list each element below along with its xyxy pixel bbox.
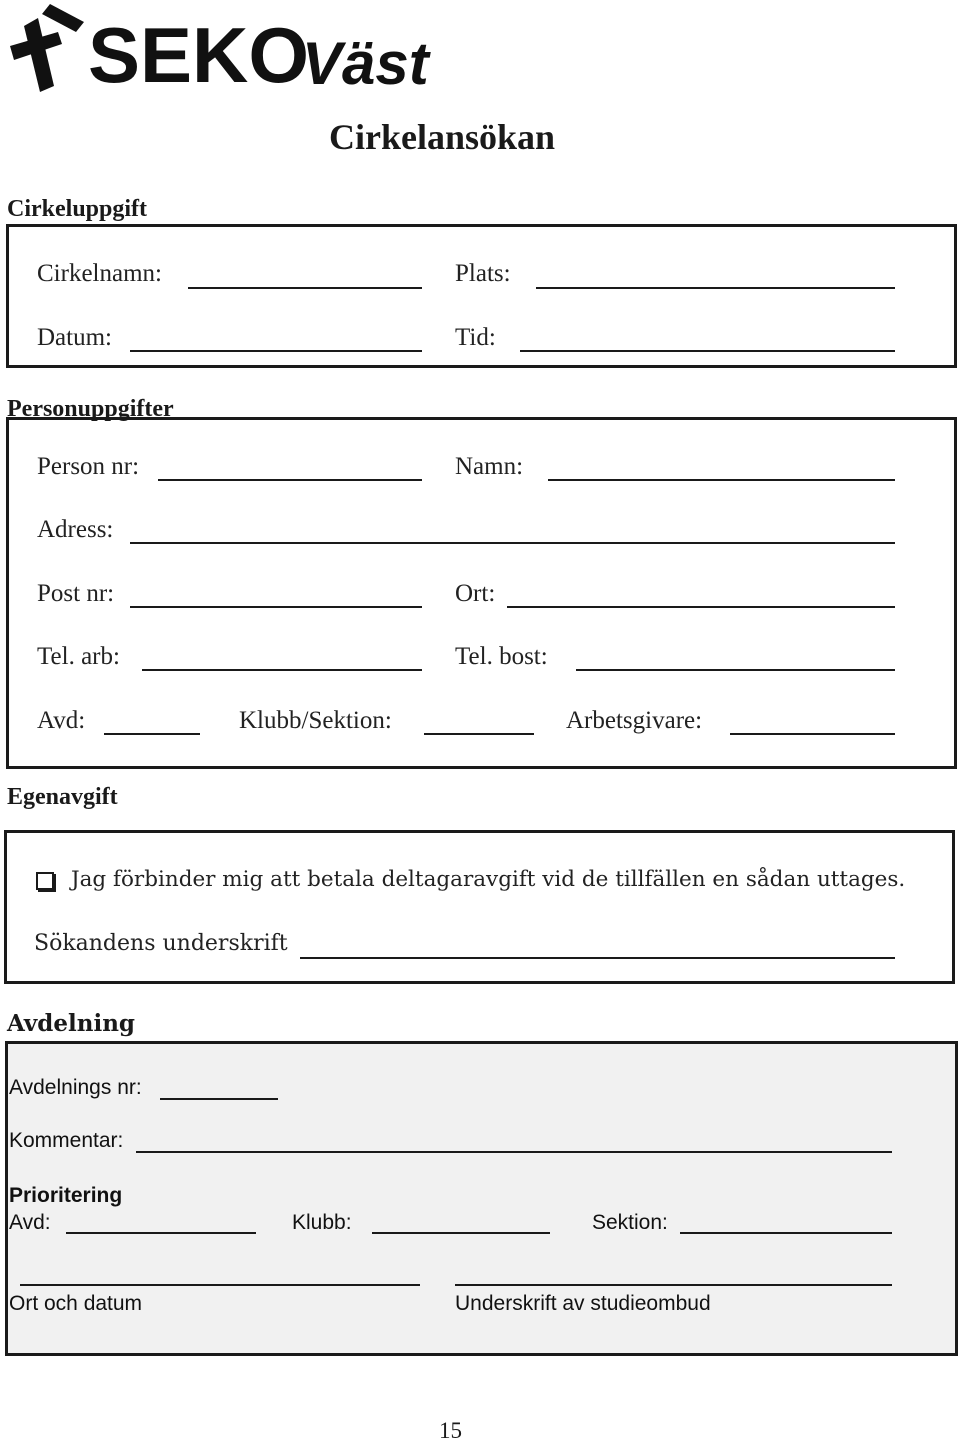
- ort-field[interactable]: [507, 606, 895, 608]
- plats-label: Plats:: [455, 260, 511, 287]
- avd-field[interactable]: [104, 733, 200, 735]
- section-heading-cirkeluppgift: Cirkeluppgift: [7, 196, 148, 222]
- klubb-sektion-field[interactable]: [424, 733, 534, 735]
- ort-label: Ort:: [455, 580, 496, 607]
- post-nr-label: Post nr:: [37, 580, 115, 607]
- studieombud-signature-label: Underskrift av studieombud: [455, 1292, 711, 1315]
- tel-bost-label: Tel. bost:: [455, 643, 548, 670]
- signature-label: Sökandens underskrift: [34, 931, 288, 956]
- cirkelnamn-label: Cirkelnamn:: [37, 260, 162, 287]
- signature-field[interactable]: [300, 957, 895, 959]
- tid-field[interactable]: [520, 350, 895, 352]
- tid-label: Tid:: [455, 324, 496, 351]
- datum-label: Datum:: [37, 324, 112, 351]
- consent-checkbox[interactable]: [36, 872, 54, 890]
- kommentar-field[interactable]: [136, 1151, 892, 1153]
- logo-brand: SEKO: [88, 11, 310, 94]
- avdelnings-nr-field[interactable]: [160, 1098, 278, 1100]
- person-nr-field[interactable]: [158, 479, 422, 481]
- avdelnings-nr-label: Avdelnings nr:: [9, 1076, 142, 1099]
- consent-text: Jag förbinder mig att betala deltagaravgift vid de tillfällen en sådan uttages.: [71, 867, 906, 892]
- namn-field[interactable]: [548, 479, 895, 481]
- logo-region: Väst: [302, 30, 429, 94]
- section-heading-avdelning: Avdelning: [7, 1010, 135, 1037]
- prio-klubb-field[interactable]: [372, 1232, 550, 1234]
- ort-datum-label: Ort och datum: [9, 1292, 143, 1315]
- section-heading-personuppgifter: Personuppgifter: [7, 396, 174, 422]
- tel-bost-field[interactable]: [576, 669, 895, 671]
- prio-sektion-field[interactable]: [680, 1232, 892, 1234]
- plats-field[interactable]: [536, 287, 895, 289]
- tel-arb-field[interactable]: [142, 669, 422, 671]
- logo-emblem-icon: [10, 4, 84, 92]
- adress-field[interactable]: [130, 542, 895, 544]
- prioritering-heading: Prioritering: [9, 1184, 123, 1207]
- prio-klubb-label: Klubb:: [292, 1211, 352, 1234]
- prio-avd-label: Avd:: [9, 1211, 51, 1234]
- section-heading-egenavgift: Egenavgift: [7, 784, 118, 810]
- person-nr-label: Person nr:: [37, 453, 140, 480]
- avd-label: Avd:: [37, 707, 86, 734]
- seko-vast-logo: [4, 2, 434, 94]
- datum-field[interactable]: [130, 350, 422, 352]
- cirkelnamn-field[interactable]: [188, 287, 422, 289]
- egenavgift-box: [4, 830, 955, 984]
- kommentar-label: Kommentar:: [9, 1129, 124, 1152]
- studieombud-signature-field[interactable]: [455, 1284, 892, 1286]
- prio-sektion-label: Sektion:: [592, 1211, 668, 1234]
- post-nr-field[interactable]: [130, 606, 422, 608]
- arbetsgivare-field[interactable]: [730, 733, 895, 735]
- prio-avd-field[interactable]: [66, 1232, 256, 1234]
- namn-label: Namn:: [455, 453, 524, 480]
- adress-label: Adress:: [37, 516, 114, 543]
- tel-arb-label: Tel. arb:: [37, 643, 120, 670]
- ort-datum-field[interactable]: [20, 1284, 420, 1286]
- klubb-sektion-label: Klubb/Sektion:: [239, 707, 392, 734]
- arbetsgivare-label: Arbetsgivare:: [566, 707, 703, 734]
